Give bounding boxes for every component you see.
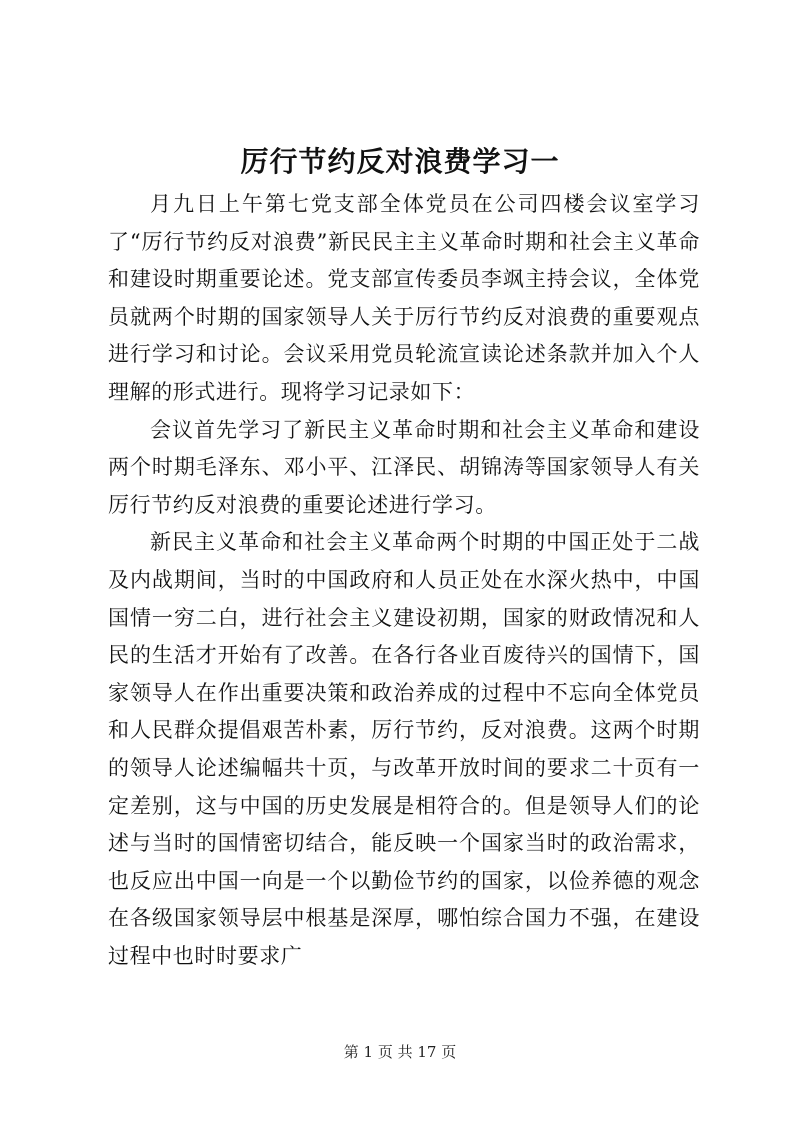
document-title: 厉行节约反对浪费学习一	[240, 145, 560, 178]
page-number-footer: 第 1 页 共 17 页	[343, 1043, 457, 1061]
paragraph-1: 月九日上午第七党支部全体党员在公司四楼会议室学习了“厉行节约反对浪费”新民民主主义革命时期和社会主义革命和建设时期重要论述。党支部宣传委员李飒主持会议，全体党员就两个时期的国家领导人关于厉行节约反对浪费的重要观点进行学习和讨论。会议采用党员轮流宣读论述条款并加入个人理解的形式进行。现将学习记录如下：	[108, 192, 700, 404]
paragraph-3: 新民主义革命和社会主义革命两个时期的中国正处于二战及内战期间，当时的中国政府和人员正处在水深火热中，中国国情一穷二白，进行社会主义建设初期，国家的财政情况和人民的生活才开始有了改善。在各行各业百废待兴的国情下，国家领导人在作出重要决策和政治养成的过程中不忘向全体党员和人民群众提倡艰苦朴素，厉行节约，反对浪费。这两个时期的领导人论述编幅共十页，与改革开放时间的要求二十页有一定差别，这与中国的历史发展是相符合的。但是领导人们的论述与当时的国情密切结合，能反映一个国家当时的政治需求，也反应出中国一向是一个以勤俭节约的国家，以俭养德的观念在各级国家领导层中根基是深厚，哪怕综合国力不强，在建设过程中也时时要求广	[108, 530, 700, 968]
document-body	[108, 186, 700, 975]
paragraph-2: 会议首先学习了新民主义革命时期和社会主义革命和建设两个时期毛泽东、邓小平、江泽民、胡锦涛等国家领导人有关厉行节约反对浪费的重要论述进行学习。	[108, 417, 700, 517]
